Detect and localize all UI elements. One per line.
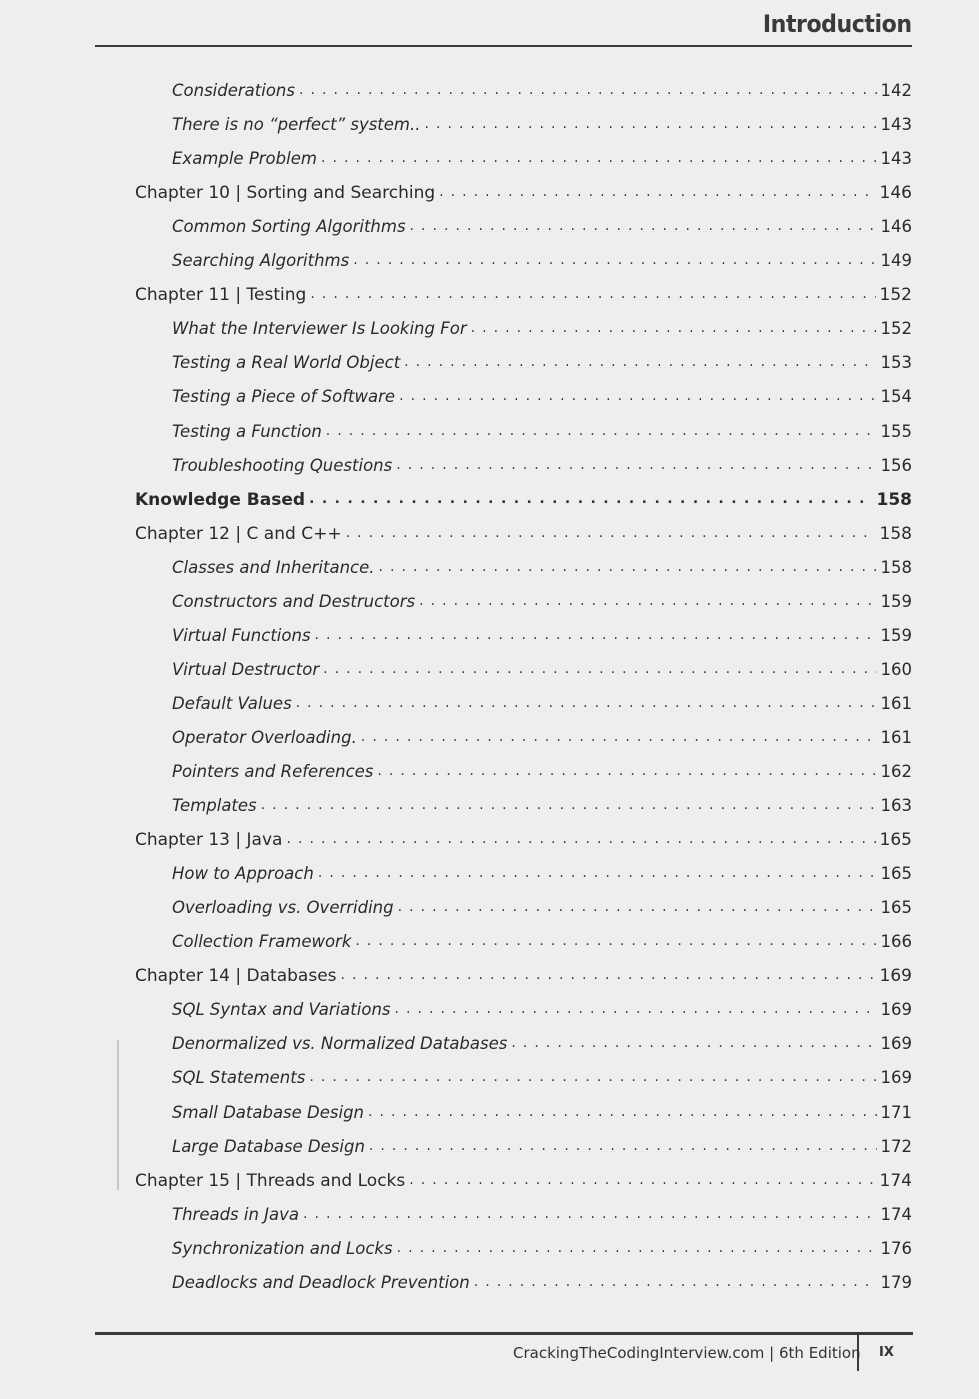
toc-entry-label: Chapter 12 | C and C++: [135, 524, 342, 544]
toc-entry[interactable]: [172, 249, 912, 273]
toc-entry-page: 171: [880, 1103, 912, 1122]
toc-entry-label: Small Database Design: [172, 1103, 365, 1122]
toc-entry-page: 162: [880, 762, 912, 781]
toc-entry-page: 161: [880, 728, 912, 747]
dot-leader: [399, 384, 876, 408]
toc-entry[interactable]: [172, 862, 912, 886]
toc-entry-label: Virtual Functions: [172, 626, 311, 645]
toc-entry[interactable]: [172, 420, 912, 444]
toc-entry-label: Synchronization and Locks: [172, 1239, 393, 1258]
dot-leader: [404, 350, 876, 374]
toc-entry-label: Chapter 11 | Testing: [135, 285, 307, 305]
dot-leader: [379, 555, 877, 579]
dot-leader: [368, 1100, 876, 1124]
toc-entry-page: 142: [880, 81, 912, 100]
toc-entry-page: 155: [880, 422, 912, 441]
toc-entry-page: 172: [880, 1137, 912, 1156]
toc-entry-page: 146: [880, 217, 912, 236]
toc-entry-page: 161: [880, 694, 912, 713]
toc-entry-page: 179: [880, 1273, 912, 1292]
toc-entry[interactable]: [172, 215, 912, 239]
toc-part[interactable]: [135, 488, 912, 512]
dot-leader: [261, 793, 877, 817]
toc-entry-page: 143: [880, 149, 912, 168]
dot-leader: [409, 1168, 875, 1192]
toc-entry-page: 159: [880, 592, 912, 611]
toc-entry-label: Chapter 10 | Sorting and Searching: [135, 183, 436, 203]
dot-leader: [303, 1202, 876, 1226]
toc-entry-page: 156: [880, 456, 912, 475]
toc-entry-label: Large Database Design: [172, 1137, 365, 1156]
toc-entry-label: There is no “perfect” system..: [172, 115, 421, 134]
toc-entry-page: 169: [880, 1000, 912, 1019]
toc-entry[interactable]: [172, 1066, 912, 1090]
dot-leader: [439, 180, 875, 204]
toc-chapter[interactable]: [135, 964, 912, 988]
toc-entry[interactable]: [172, 726, 912, 750]
dot-leader: [353, 248, 876, 272]
toc-entry-label: Testing a Piece of Software: [172, 387, 396, 406]
dot-leader: [474, 1270, 877, 1294]
dot-leader: [323, 657, 876, 681]
page-number: IX: [879, 1345, 894, 1360]
toc-entry-page: 169: [879, 966, 912, 986]
toc-entry-page: 152: [880, 319, 912, 338]
toc-entry[interactable]: [172, 692, 912, 716]
toc-entry-label: Knowledge Based: [135, 490, 306, 510]
dot-leader: [398, 895, 877, 919]
toc-entry-page: 152: [879, 285, 912, 305]
dot-leader: [377, 759, 876, 783]
footer-site-link[interactable]: CrackingTheCodingInterview.com | 6th Edition: [513, 1344, 861, 1362]
toc-entry-page: 158: [879, 524, 912, 544]
toc-entry-label: Chapter 15 | Threads and Locks: [135, 1171, 406, 1191]
toc-entry-label: Classes and Inheritance.: [172, 558, 375, 577]
toc-chapter[interactable]: [135, 181, 912, 205]
toc-entry[interactable]: [172, 590, 912, 614]
dot-leader: [309, 487, 872, 511]
toc-entry-label: Default Values: [172, 694, 292, 713]
toc-entry-label: Threads in Java: [172, 1205, 300, 1224]
dot-leader: [397, 1236, 877, 1260]
toc-entry-page: 159: [880, 626, 912, 645]
toc-entry-page: 149: [880, 251, 912, 270]
dot-leader: [361, 725, 877, 749]
toc-entry-page: 160: [880, 660, 912, 679]
toc-entry-label: Example Problem: [172, 149, 317, 168]
toc-entry-label: Collection Framework: [172, 932, 352, 951]
toc-entry[interactable]: [172, 760, 912, 784]
page-title: Introduction: [763, 10, 912, 38]
dot-leader: [286, 827, 875, 851]
dot-leader: [395, 997, 877, 1021]
dot-leader: [309, 1065, 876, 1089]
dot-leader: [511, 1031, 876, 1055]
toc-entry-label: Chapter 13 | Java: [135, 830, 283, 850]
dot-leader: [410, 214, 877, 238]
toc-entry-label: Templates: [172, 796, 257, 815]
toc-entry-label: Operator Overloading.: [172, 728, 357, 747]
toc-entry[interactable]: [172, 1101, 912, 1125]
toc-entry-page: 146: [879, 183, 912, 203]
toc-entry[interactable]: [172, 1032, 912, 1056]
toc-entry-page: 174: [880, 1205, 912, 1224]
dot-leader: [315, 623, 877, 647]
toc-entry-page: 154: [880, 387, 912, 406]
toc-entry-page: 165: [880, 864, 912, 883]
toc-entry[interactable]: [172, 385, 912, 409]
toc-entry-label: Denormalized vs. Normalized Databases: [172, 1034, 508, 1053]
toc-entry[interactable]: [172, 79, 912, 103]
toc-entry-label: Considerations: [172, 81, 295, 100]
toc-entry-label: Common Sorting Algorithms: [172, 217, 406, 236]
toc-entry-label: SQL Statements: [172, 1068, 306, 1087]
toc-entry[interactable]: [172, 351, 912, 375]
dot-leader: [346, 521, 876, 545]
toc-entry-label: How to Approach: [172, 864, 314, 883]
toc-chapter[interactable]: [135, 522, 912, 546]
toc-entry-label: Chapter 14 | Databases: [135, 966, 337, 986]
toc-entry-page: 169: [880, 1068, 912, 1087]
toc-entry[interactable]: [172, 113, 912, 137]
dot-leader: [321, 146, 877, 170]
toc-entry-page: 169: [880, 1034, 912, 1053]
toc-entry-label: Troubleshooting Questions: [172, 456, 393, 475]
toc-entry[interactable]: [172, 1135, 912, 1159]
toc-entry[interactable]: [172, 794, 912, 818]
toc-entry-page: 158: [880, 558, 912, 577]
dot-leader: [299, 78, 877, 102]
dot-leader: [471, 316, 877, 340]
toc-chapter[interactable]: [135, 828, 912, 852]
toc-chapter[interactable]: [135, 1169, 912, 1193]
toc-entry-page: 158: [876, 490, 912, 510]
toc-entry-page: 165: [880, 898, 912, 917]
toc-entry-page: 165: [879, 830, 912, 850]
dot-leader: [369, 1134, 877, 1158]
toc-entry-label: Searching Algorithms: [172, 251, 350, 270]
toc-entry-page: 163: [880, 796, 912, 815]
dot-leader: [424, 112, 876, 136]
toc-entry-label: Overloading vs. Overriding: [172, 898, 394, 917]
toc-entry-label: Testing a Function: [172, 422, 322, 441]
toc-entry[interactable]: [172, 1237, 912, 1261]
toc-entry-page: 174: [879, 1171, 912, 1191]
toc-entry-page: 166: [880, 932, 912, 951]
toc-entry[interactable]: [172, 556, 912, 580]
dot-leader: [326, 419, 877, 443]
toc-entry-label: Pointers and References: [172, 762, 374, 781]
dot-leader: [318, 861, 877, 885]
toc-entry[interactable]: [172, 896, 912, 920]
dot-leader: [355, 929, 876, 953]
toc-chapter[interactable]: [135, 283, 912, 307]
toc-entry-label: Deadlocks and Deadlock Prevention: [172, 1273, 470, 1292]
toc-entry-page: 143: [880, 115, 912, 134]
toc-entry[interactable]: [172, 1271, 912, 1295]
toc-entry-label: SQL Syntax and Variations: [172, 1000, 391, 1019]
header-divider: [95, 45, 912, 47]
toc-entry[interactable]: [172, 317, 912, 341]
dot-leader: [310, 282, 875, 306]
toc-entry[interactable]: [172, 624, 912, 648]
dot-leader: [419, 589, 876, 613]
toc-entry[interactable]: [172, 147, 912, 171]
toc-entry-label: Testing a Real World Object: [172, 353, 401, 372]
toc-entry[interactable]: [172, 998, 912, 1022]
footer-divider: [95, 1332, 913, 1335]
toc-entry[interactable]: [172, 658, 912, 682]
toc-entry-label: What the Interviewer Is Looking For: [172, 319, 467, 338]
toc-entry-page: 176: [880, 1239, 912, 1258]
toc-entry[interactable]: [172, 454, 912, 478]
toc-entry[interactable]: [172, 1203, 912, 1227]
toc-entry[interactable]: [172, 930, 912, 954]
toc-entry-label: Virtual Destructor: [172, 660, 320, 679]
toc-entry-label: Constructors and Destructors: [172, 592, 416, 611]
dot-leader: [341, 963, 876, 987]
toc-entry-page: 153: [880, 353, 912, 372]
dot-leader: [396, 453, 876, 477]
dot-leader: [296, 691, 877, 715]
margin-mark: [117, 1040, 119, 1190]
